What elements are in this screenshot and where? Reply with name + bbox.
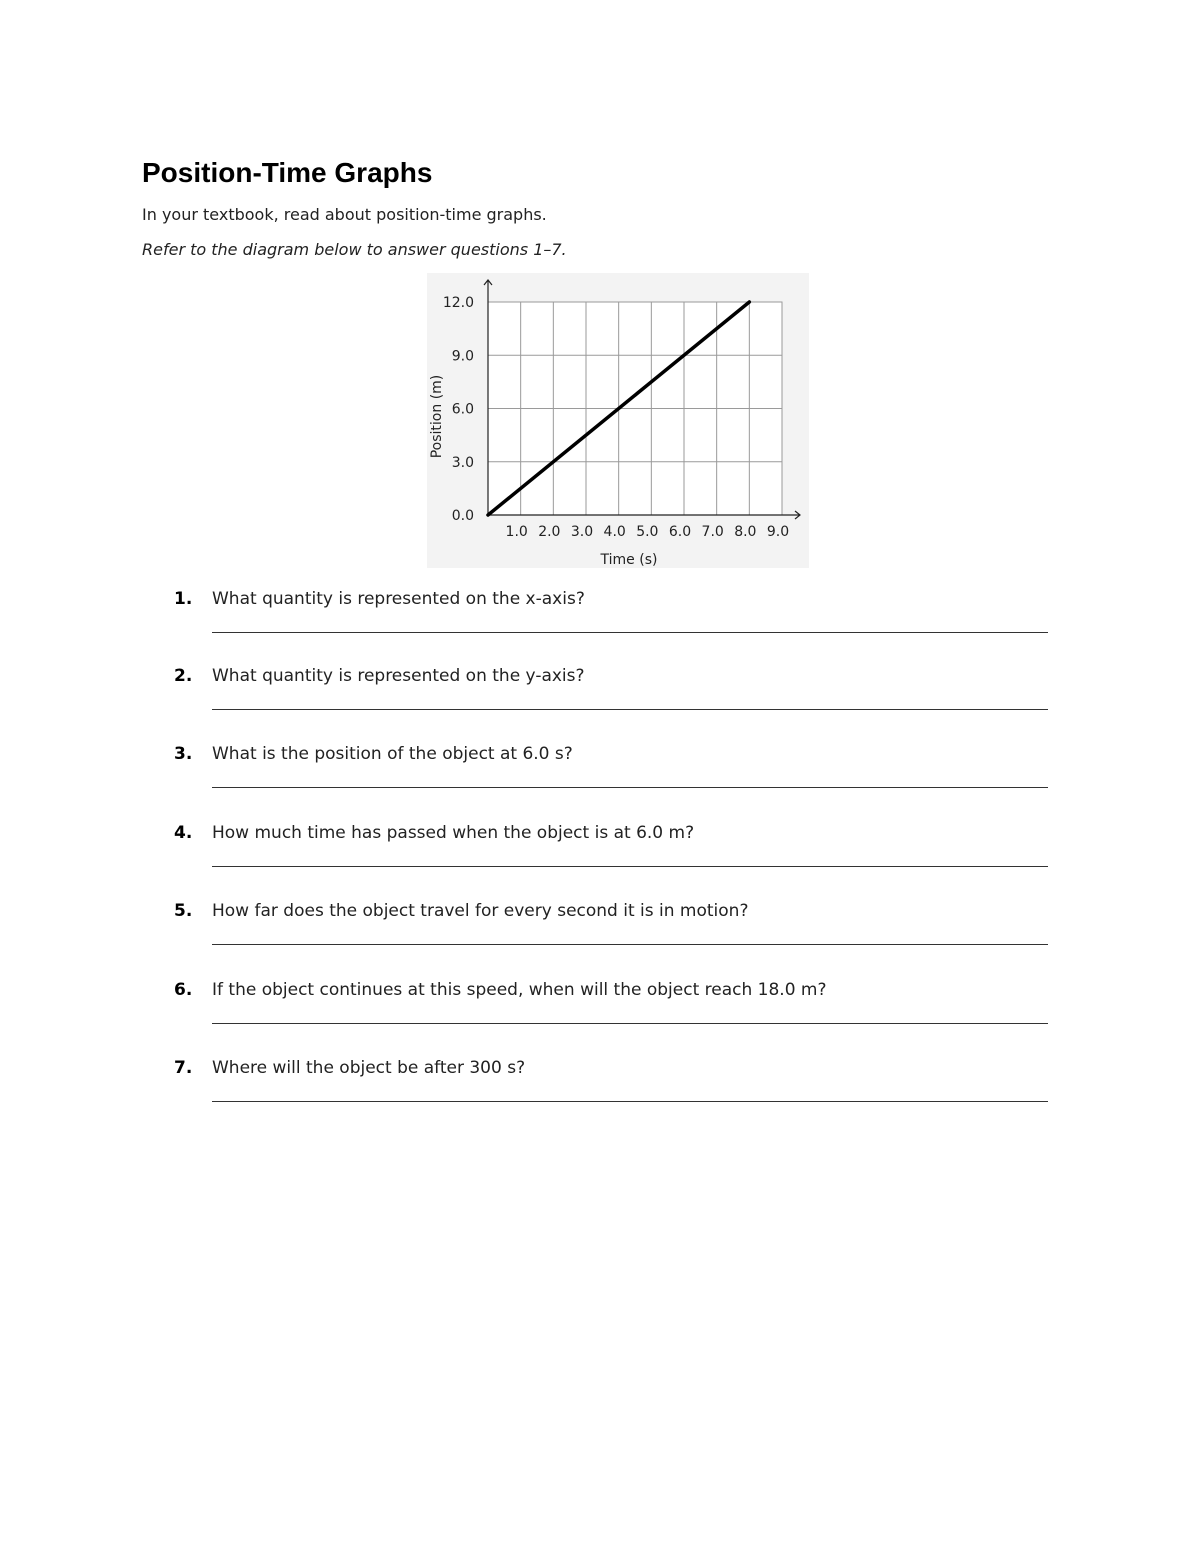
question-text: If the object continues at this speed, when will the object reach 18.0 m? <box>212 980 827 1000</box>
x-tick-label: 9.0 <box>766 524 790 540</box>
question-text: How much time has passed when the object is at 6.0 m? <box>212 823 695 843</box>
intro-text: In your textbook, read about position-time graphs. <box>142 205 547 224</box>
answer-line[interactable] <box>212 709 1048 710</box>
question-text: How far does the object travel for every second it is in motion? <box>212 901 749 921</box>
x-tick-label: 8.0 <box>734 524 757 540</box>
question-number: 4. <box>174 823 193 843</box>
answer-line[interactable] <box>212 1101 1048 1102</box>
x-tick-label: 7.0 <box>701 524 724 540</box>
question-number: 5. <box>174 901 193 921</box>
answer-line[interactable] <box>212 787 1048 788</box>
y-axis-label: Position (m) <box>429 374 445 459</box>
x-tick-label: 6.0 <box>668 524 692 540</box>
answer-line[interactable] <box>212 632 1048 633</box>
question-number: 7. <box>174 1058 193 1078</box>
question-number: 2. <box>174 666 193 686</box>
y-tick-label: 3.0 <box>451 454 474 471</box>
x-tick-label: 4.0 <box>603 524 626 540</box>
question-text: Where will the object be after 300 s? <box>212 1058 526 1078</box>
page-title: Position-Time Graphs <box>142 157 433 188</box>
answer-line[interactable] <box>212 866 1048 867</box>
x-axis-label: Time (s) <box>600 552 658 568</box>
y-tick-label: 6.0 <box>451 401 474 418</box>
question-number: 3. <box>174 744 193 764</box>
y-tick-label: 9.0 <box>451 348 474 365</box>
y-tick-label: 12.0 <box>442 295 474 311</box>
question-text: What quantity is represented on the y-axis? <box>212 666 585 686</box>
instruction-text: Refer to the diagram below to answer questions 1–7. <box>142 240 567 259</box>
y-tick-label: 0.0 <box>451 508 474 524</box>
x-tick-label: 1.0 <box>505 524 528 540</box>
question-text: What is the position of the object at 6.0 s? <box>212 744 573 764</box>
answer-line[interactable] <box>212 1023 1048 1024</box>
x-tick-label: 5.0 <box>636 524 659 540</box>
x-tick-label: 3.0 <box>570 524 594 540</box>
answer-line[interactable] <box>212 944 1048 945</box>
x-tick-label: 2.0 <box>538 524 561 540</box>
question-number: 1. <box>174 589 193 609</box>
question-text: What quantity is represented on the x-axis? <box>212 589 585 609</box>
question-number: 6. <box>174 980 193 1000</box>
